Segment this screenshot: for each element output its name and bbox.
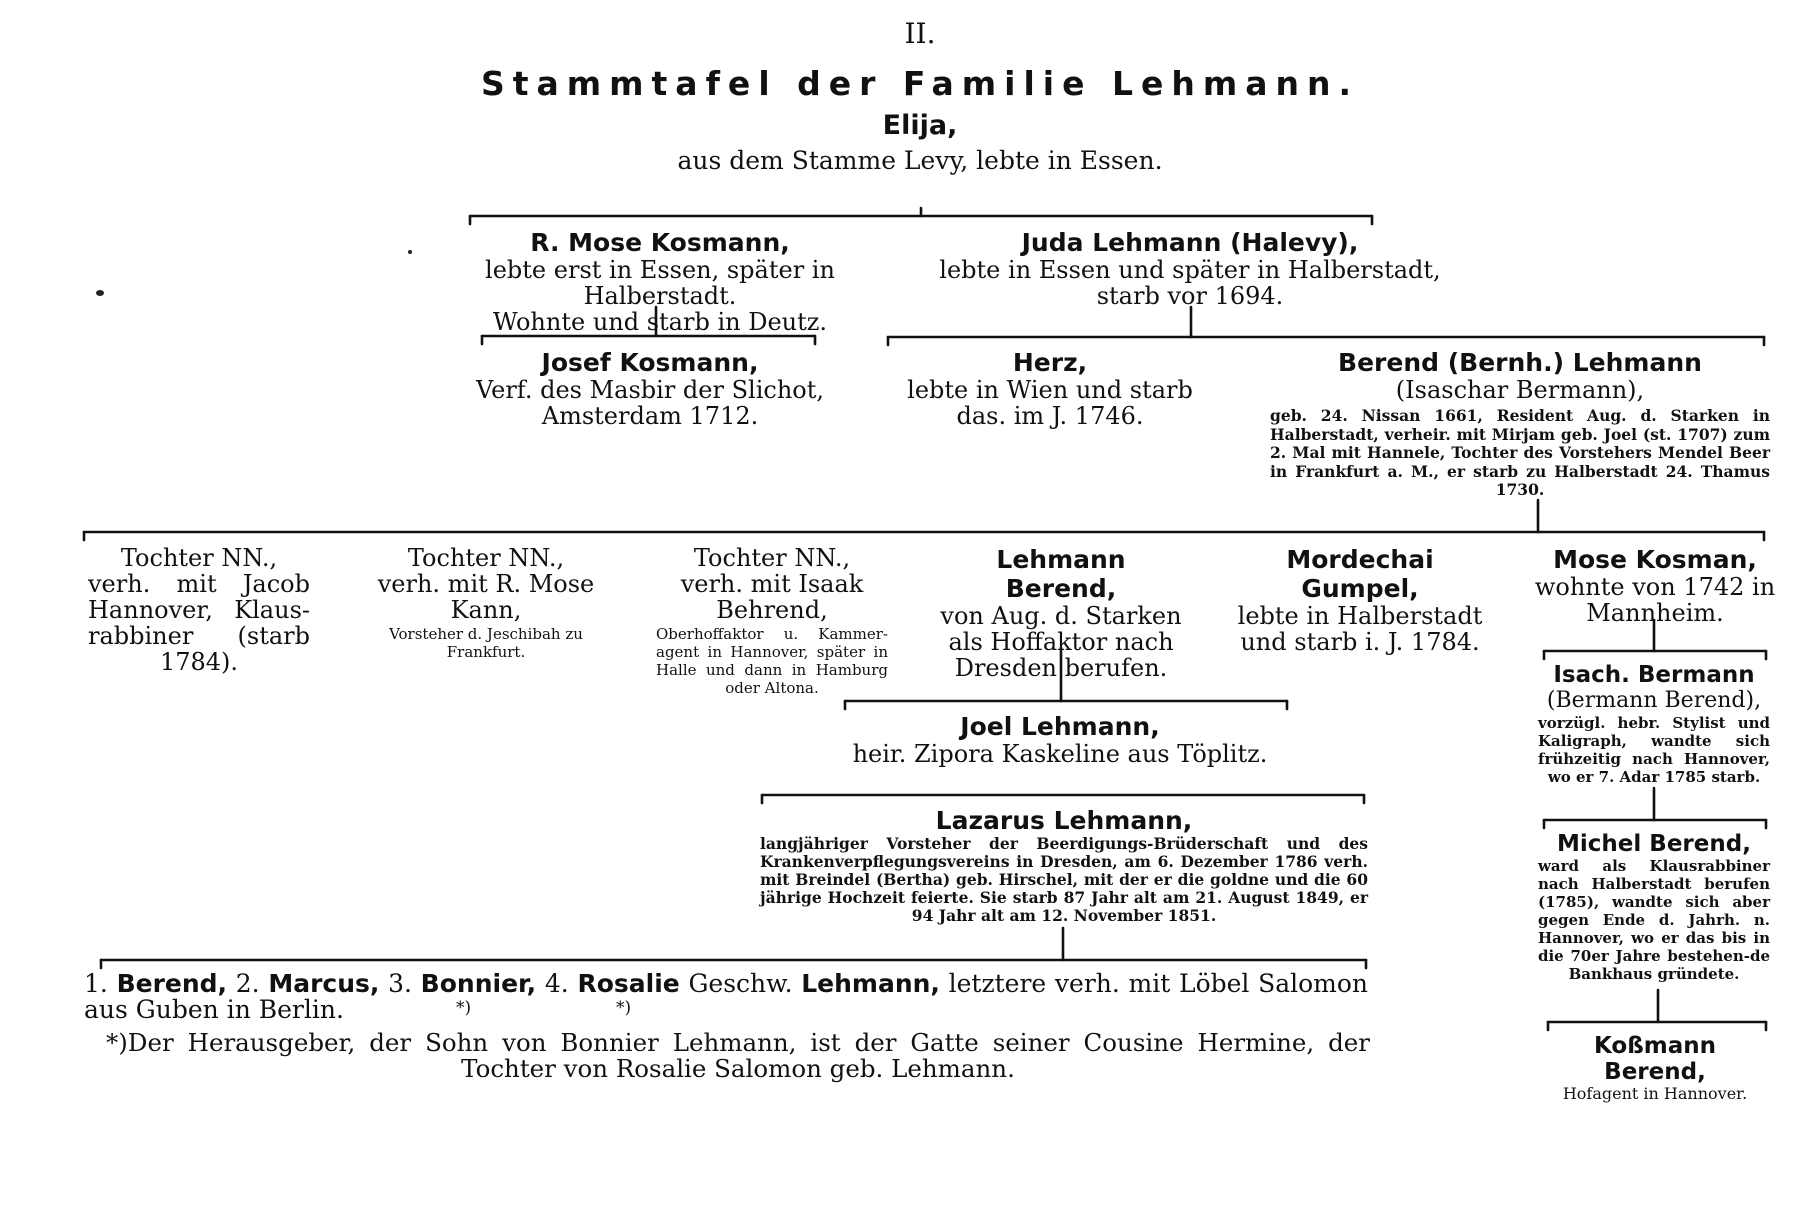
person-detail: lebte in Wien und starb: [907, 376, 1193, 404]
person-herz: [880, 348, 1220, 429]
person-name: Koßmann Berend,: [1594, 1033, 1716, 1085]
person-name: Lazarus Lehmann,: [935, 806, 1193, 835]
root-name: Elija,: [882, 110, 958, 141]
person-tochter-1: [88, 545, 310, 675]
person-name: Mordechai Gumpel,: [1286, 545, 1434, 603]
person-name: Juda Lehmann (Halevy),: [1021, 228, 1359, 257]
person-detail: Verf. des Masbir der Slichot,: [475, 376, 825, 404]
speck: [96, 290, 104, 296]
person-detail: verh. mit Isaak Behrend,: [680, 570, 864, 624]
person-name: Josef Kosmann,: [541, 348, 759, 377]
page-title: Stammtafel der Familie Lehmann.: [480, 64, 1360, 103]
child-number: 1.: [84, 969, 108, 998]
siblings-label: Geschw.: [688, 969, 793, 998]
person-detail: heir. Zipora Kaskeline aus Töplitz.: [852, 740, 1268, 768]
person-detail: das. im J. 1746.: [956, 402, 1144, 430]
person-detail: Amsterdam 1712.: [541, 402, 759, 430]
children-list: [84, 971, 1368, 1023]
person-detail: lebte in Halberstadt und starb i. J. 1784.: [1237, 602, 1483, 656]
person-josef-kosmann: [440, 348, 860, 429]
child-bonnier: Bonnier,: [420, 969, 537, 998]
person-lazarus-lehmann: [760, 806, 1368, 925]
person-detail: verh. mit Jacob Hannover, Klaus-rabbiner (starb 1784).: [88, 570, 310, 676]
person-name: Tochter NN.,: [693, 544, 851, 572]
person-juda-lehmann: [925, 228, 1455, 309]
person-name: Berend (Bernh.) Lehmann: [1338, 348, 1702, 377]
person-detail: geb. 24. Nissan 1661, Resident Aug. d. Starken in Halberstadt, verheir. mit Mirjam geb. Joel (st. 1707) zum 2. Mal mit Hannele, Tochter des Vorstehers Mendel Beer in Frankfurt a. M., er starb zu Halberstadt 24. Thamus 1730.: [1270, 406, 1770, 499]
person-kossmann-berend: [1540, 1033, 1770, 1103]
person-note: Oberhoffaktor u. Kammer-agent in Hannover, später in Halle und dann in Hamburg oder Altona.: [656, 625, 888, 697]
root-description: aus dem Stamme Levy, lebte in Essen.: [677, 146, 1163, 175]
child-number: 3.: [388, 969, 412, 998]
person-alias: (Isaschar Bermann),: [1395, 376, 1645, 404]
speck: [408, 250, 412, 254]
person-name: Isach. Bermann: [1553, 662, 1755, 688]
person-mose-kosman: [1532, 545, 1778, 626]
person-name: Tochter NN.,: [120, 544, 278, 572]
person-michel-berend: [1538, 831, 1770, 983]
person-tochter-2: [368, 545, 604, 661]
person-detail: starb vor 1694.: [1096, 282, 1284, 310]
person-detail: Hofagent in Hannover.: [1562, 1084, 1748, 1103]
person-name: R. Mose Kosmann,: [530, 228, 790, 257]
person-detail: lebte in Essen und später in Halberstadt,: [939, 256, 1441, 284]
footnote-mark: *): [616, 998, 632, 1018]
family-surname: Lehmann,: [801, 969, 940, 998]
person-name: Mose Kosman,: [1553, 545, 1757, 574]
person-detail: von Aug. d. Starken als Hoffaktor nach Dresden berufen.: [940, 602, 1182, 682]
person-mordechai-gumpel: [1228, 545, 1492, 655]
person-name: Joel Lehmann,: [960, 712, 1160, 741]
person-detail: langjähriger Vorsteher der Beerdigungs-Brüderschaft und des Krankenverpflegungsvereins in Dresden, am 6. Dezember 1786 verh. mit Breindel (Bertha) geb. Hirschel, mit der er die goldne und die 60 jährige Hochzeit feierte. Sie starb 87 Jahr alt am 21. August 1849, er 94 Jahr alt am 12. November 1851.: [760, 834, 1368, 925]
person-berend-lehmann: [1270, 348, 1770, 500]
person-lehmann-berend: [938, 545, 1184, 681]
person-detail: ward als Klausrabbiner nach Halberstadt berufen (1785), wandte sich aber gegen Ende d. Jahrh. n. Hannover, wo er das bis in die 70er Jahre bestehen-de Bankhaus gründete.: [1538, 857, 1770, 983]
person-detail: vorzügl. hebr. Stylist und Kaligraph, wandte sich frühzeitig nach Hannover, wo er 7. Adar 1785 starb.: [1538, 714, 1770, 786]
person-detail: verh. mit R. Mose Kann,: [377, 570, 595, 624]
person-detail: lebte erst in Essen, später in Halberstadt.: [485, 256, 835, 310]
person-detail: Wohnte und starb in Deutz.: [492, 308, 828, 336]
person-mose-kosmann: [430, 228, 890, 335]
person-isach-bermann: [1538, 662, 1770, 786]
child-number: 2.: [235, 969, 260, 998]
child-number: 4.: [544, 969, 569, 998]
person-tochter-3: [656, 545, 888, 697]
person-name: Lehmann Berend,: [996, 545, 1126, 603]
child-rosalie: Rosalie: [577, 969, 680, 998]
footnote: *)Der Herausgeber, der Sohn von Bonnier Lehmann, ist der Gatte seiner Cousine Hermine, der Tochter von Rosalie Salomon geb. Lehmann.: [106, 1028, 1370, 1083]
person-note: Vorsteher d. Jeschibah zu Frankfurt.: [389, 625, 583, 661]
person-detail: wohnte von 1742 in Mannheim.: [1534, 573, 1776, 627]
footnote-mark: *): [456, 998, 472, 1018]
child-berend: Berend,: [116, 969, 228, 998]
person-name: Herz,: [1012, 348, 1088, 377]
person-name: Michel Berend,: [1557, 831, 1751, 857]
child-marcus: Marcus,: [268, 969, 380, 998]
person-joel-lehmann: [820, 712, 1300, 767]
children-note: letztere verh. mit Löbel Salomon aus Guben in Berlin.: [84, 969, 1369, 1024]
person-alias: (Bermann Berend),: [1546, 688, 1762, 713]
page-numeral: II.: [904, 17, 936, 50]
person-name: Tochter NN.,: [407, 544, 565, 572]
